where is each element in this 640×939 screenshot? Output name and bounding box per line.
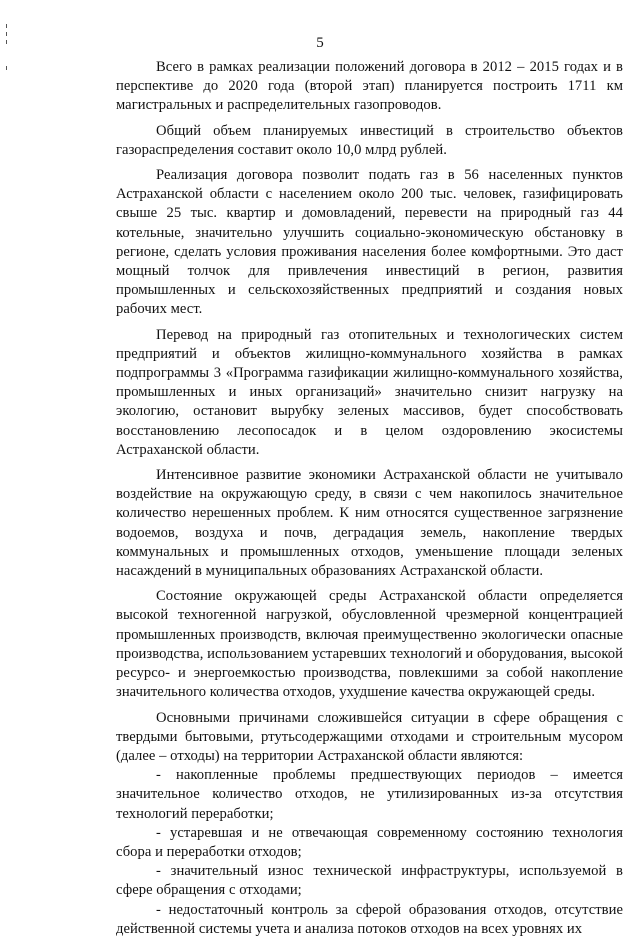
paragraph-7: Основными причинами сложившейся ситуации в сфере обращения с твердыми бытовыми, ртутьсодержащими отходами и строительным мусором (далее – отходы) на территории Астраханской области являются: (116, 709, 623, 764)
paragraph-2: Общий объем планируемых инвестиций в строительство объектов газораспределения составит около 10,0 млрд рублей. (116, 122, 623, 158)
list-item-1: - накопленные проблемы предшествующих периодов – имеется значительное количество отходов, не утилизированных из-за отсутствия технологий переработки; (116, 767, 623, 822)
list-item-4: - недостаточный контроль за сферой образования отходов, отсутствие действенной системы учета и анализа потоков отходов на всех уровнях их (116, 901, 623, 937)
paragraph-1: Всего в рамках реализации положений договора в 2012 – 2015 годах и в перспективе до 2020 года (второй этап) планируется построить 1711 км магистральных и распределительных газопроводов. (116, 59, 623, 114)
paragraph-5: Интенсивное развитие экономики Астраханской области не учитывало воздействие на окружающую среду, в связи с чем накопилось значительное количество нерешенных проблем. К ним относятся существенное загрязнение водоемов, воздуха и почв, деградация земель, накопление твердых коммунальных и промышленных отходов, уменьшение площади зеленых насаждений в муниципальных образованиях Астраханской области. (116, 467, 623, 580)
paragraph-6: Состояние окружающей среды Астраханской области определяется высокой техногенной нагрузкой, обусловленной чрезмерной концентрацией промышленных производств, включая преимущественно экологически опасные производства, использованием устаревших технологий и оборудования, высокой ресурсо- и энергоемкостью производства, повлекшими за собой накопление значительного количества отходов, ухудшение качества окружающей среды. (116, 588, 623, 701)
document-body (116, 58, 623, 939)
list-item-2: - устаревшая и не отвечающая современному состоянию технология сбора и переработки отходов; (116, 824, 623, 860)
binding-marks (2, 24, 10, 84)
paragraph-4: Перевод на природный газ отопительных и технологических систем предприятий и объектов жилищно-коммунального хозяйства в рамках подпрограммы 3 «Программа газификации жилищно-коммунального хозяйства, промышленных и иных организаций» значительно снизит нагрузку на экологию, остановит вырубку зеленых массивов, будет способствовать восстановлению лесопосадок и в целом оздоровлению экосистемы Астраханской области. (116, 326, 623, 458)
list-item-3: - значительный износ технической инфраструктуры, используемой в сфере обращения с отходами; (116, 863, 623, 899)
page-number: 5 (316, 35, 324, 51)
paragraph-3: Реализация договора позволит подать газ в 56 населенных пунктов Астраханской области с населением около 200 тыс. человек, газифицировать свыше 25 тыс. квартир и домовладений, перевести на природный газ 44 котельные, значительно улучшить социально-экономическую обстановку в регионе, сделать условия проживания населения более комфортными. Это даст мощный толчок для привлечения инвестиций в регион, развития промышленных и сельскохозяйственных предприятий и создания новых рабочих мест. (116, 167, 623, 318)
